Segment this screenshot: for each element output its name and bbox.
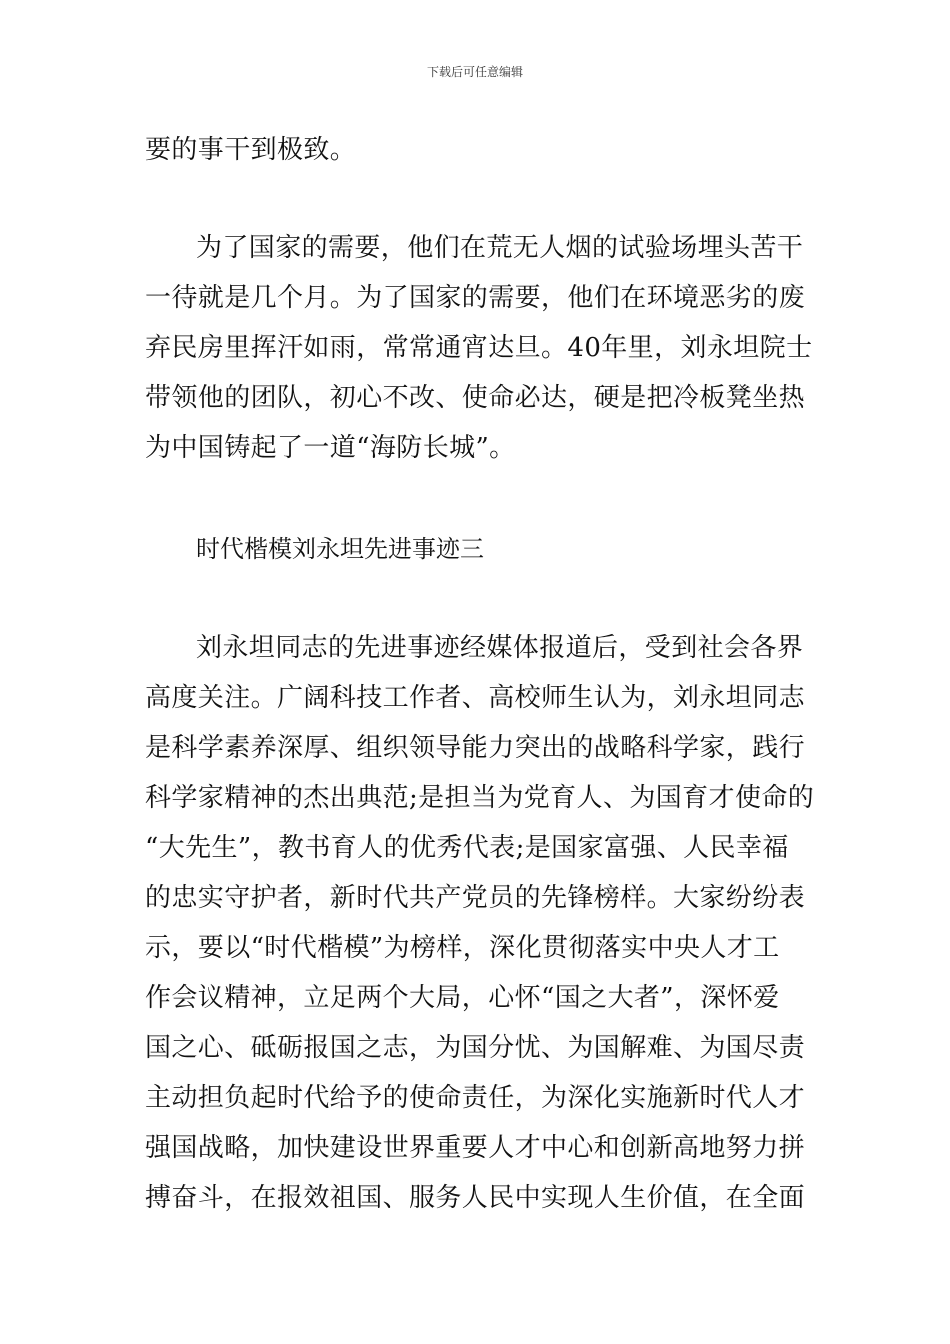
- paragraph-3-line-7: 示，要以“时代楷模”为榜样，深化贯彻落实中央人才工: [145, 933, 780, 963]
- paragraph-2-line-3: 弃民房里挥汗如雨，常常通宵达旦。40年里，刘永坦院士: [145, 333, 813, 363]
- paragraph-3-line-9: 国之心、砥砺报国之志，为国分忧、为国解难、为国尽责: [145, 1033, 806, 1063]
- section-title: 时代楷模刘永坦先进事迹三: [196, 535, 484, 563]
- paragraph-2-line-5: 为中国铸起了一道“海防长城”。: [145, 433, 516, 463]
- paragraph-2-line-1: 为了国家的需要，他们在荒无人烟的试验场埋头苦干: [196, 233, 804, 263]
- paragraph-1-line-1: 要的事干到极致。: [145, 135, 357, 165]
- paragraph-3-line-6: 的忠实守护者，新时代共产党员的先锋榜样。大家纷纷表: [145, 883, 806, 913]
- paragraph-3-line-1: 刘永坦同志的先进事迹经媒体报道后，受到社会各界: [196, 633, 804, 663]
- paragraph-3-line-11: 强国战略，加快建设世界重要人才中心和创新高地努力拼: [145, 1133, 806, 1163]
- paragraph-3-line-4: 科学家精神的杰出典范;是担当为党育人、为国育才使命的: [145, 783, 815, 813]
- page-header-note: 下载后可任意编辑: [426, 65, 523, 79]
- paragraph-2-line-2: 一待就是几个月。为了国家的需要，他们在环境恶劣的废: [145, 283, 806, 313]
- paragraph-3-line-2: 高度关注。广阔科技工作者、高校师生认为，刘永坦同志: [145, 683, 806, 713]
- paragraph-3-line-8: 作会议精神，立足两个大局，心怀“国之大者”，深怀爱: [145, 983, 780, 1013]
- paragraph-3-line-5: “大先生”，教书育人的优秀代表;是国家富强、人民幸福: [145, 833, 789, 863]
- paragraph-2-line-4: 带领他的团队，初心不改、使命必达，硬是把冷板凳坐热: [145, 383, 806, 413]
- paragraph-3-line-3: 是科学素养深厚、组织领导能力突出的战略科学家，践行: [145, 733, 806, 763]
- paragraph-3-line-10: 主动担负起时代给予的使命责任，为深化实施新时代人才: [145, 1083, 806, 1113]
- paragraph-3-line-12: 搏奋斗，在报效祖国、服务人民中实现人生价值，在全面: [145, 1183, 806, 1213]
